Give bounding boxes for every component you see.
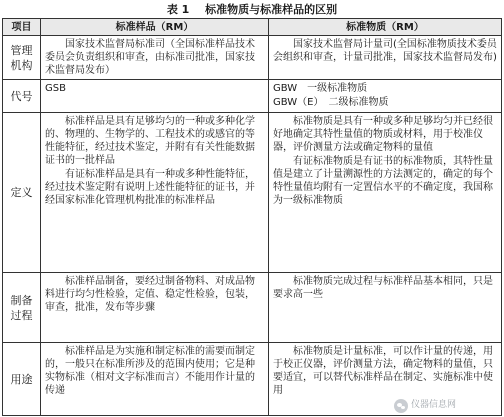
comparison-table	[2, 18, 502, 416]
header-standard-material: 标准物质（RM）	[269, 19, 502, 36]
cell-paragraph: GBW 一级标准物质	[273, 83, 368, 94]
cell-paragraph: 标准物质是具有一种或多种足够均匀并已经很好地确定其特性量值的物质或材料，用于校准仪器，评价测量方法或确定物料的量值	[273, 116, 493, 153]
cell-paragraph: GSB	[45, 83, 66, 94]
cell-paragraph: 标准样品是为实施和制定标准的需要而制定的，一般只在标准所涉及的范围内使用；它是种实物标准（相对文字标准而言）不能用作计量的传递	[45, 346, 255, 396]
table-row	[3, 80, 502, 113]
cell-paragraph: 有证标准样品是具有一种或多种性能特征，经过技术鉴定附有说明上述性能特征的证书，并经国家标准化管理机构批准的标准样品	[45, 169, 255, 206]
row-label: 代号	[3, 80, 41, 113]
cell-material	[269, 113, 502, 273]
cell-material	[269, 36, 502, 80]
cell-paragraph: GBW（E） 二级标准物质	[273, 97, 389, 108]
cell-paragraph: 国家技术监督局计量司(全国标准物质技术委员会组织和审查，计量司批准，国家技术监督局发布)	[273, 39, 497, 63]
cell-paragraph: 标准物质完成过程与标准样品基本相同，只是要求高一些	[273, 276, 493, 300]
cell-sample	[41, 113, 269, 273]
table-row	[3, 36, 502, 80]
row-label: 管理机构	[3, 36, 41, 80]
cell-paragraph: 标准样品是具有足够均匀的一种或多种化学的、物理的、生物学的、工程技术的或感官的等性能特征，经过技术鉴定，并附有有关性能数据证书的一批样品	[45, 116, 255, 166]
table-caption	[0, 3, 504, 17]
cell-sample	[41, 36, 269, 80]
cell-sample	[41, 80, 269, 113]
wechat-icon	[394, 399, 408, 413]
table-number: 表 1	[166, 3, 190, 16]
cell-paragraph: 标准样品制备，要经过制备物料、对成品物料进行均匀性检验，定值、稳定性检验，包装，审查，批准，发布等步骤	[45, 276, 255, 313]
row-label: 定义	[3, 113, 41, 273]
cell-sample	[41, 273, 269, 343]
table-title: 标准物质与标准样品的区别	[205, 3, 338, 16]
table-row	[3, 273, 502, 343]
watermark-text: 仪器信息网	[411, 400, 457, 410]
table-header-row	[3, 19, 502, 36]
header-item: 项目	[3, 19, 41, 36]
watermark	[394, 397, 498, 414]
cell-material	[269, 80, 502, 113]
row-label: 制备过程	[3, 273, 41, 343]
cell-paragraph: 国家技术监督局标准司（全国标准样品技术委员会负责组织和审查，由标准司批准，国家技术监督局发布）	[45, 39, 255, 76]
table-row	[3, 113, 502, 273]
header-standard-sample: 标准样品（RM）	[41, 19, 269, 36]
cell-material	[269, 273, 502, 343]
cell-paragraph: 有证标准物质是有证书的标准物质，其特性量值是建立了计量溯源性的方法测定的，确定的每个特性量值均附有一定置信水平的不确定度，我国称为一级标准物质	[273, 156, 493, 206]
cell-paragraph: 标准物质是计量标准，可以作计量的传递，用于校正仪器，评价测量方法，确定物料的量值，只要适宜，可以替代标准样品在制定、实施标准中使用	[273, 346, 493, 396]
row-label: 用途	[3, 343, 41, 416]
cell-sample	[41, 343, 269, 416]
